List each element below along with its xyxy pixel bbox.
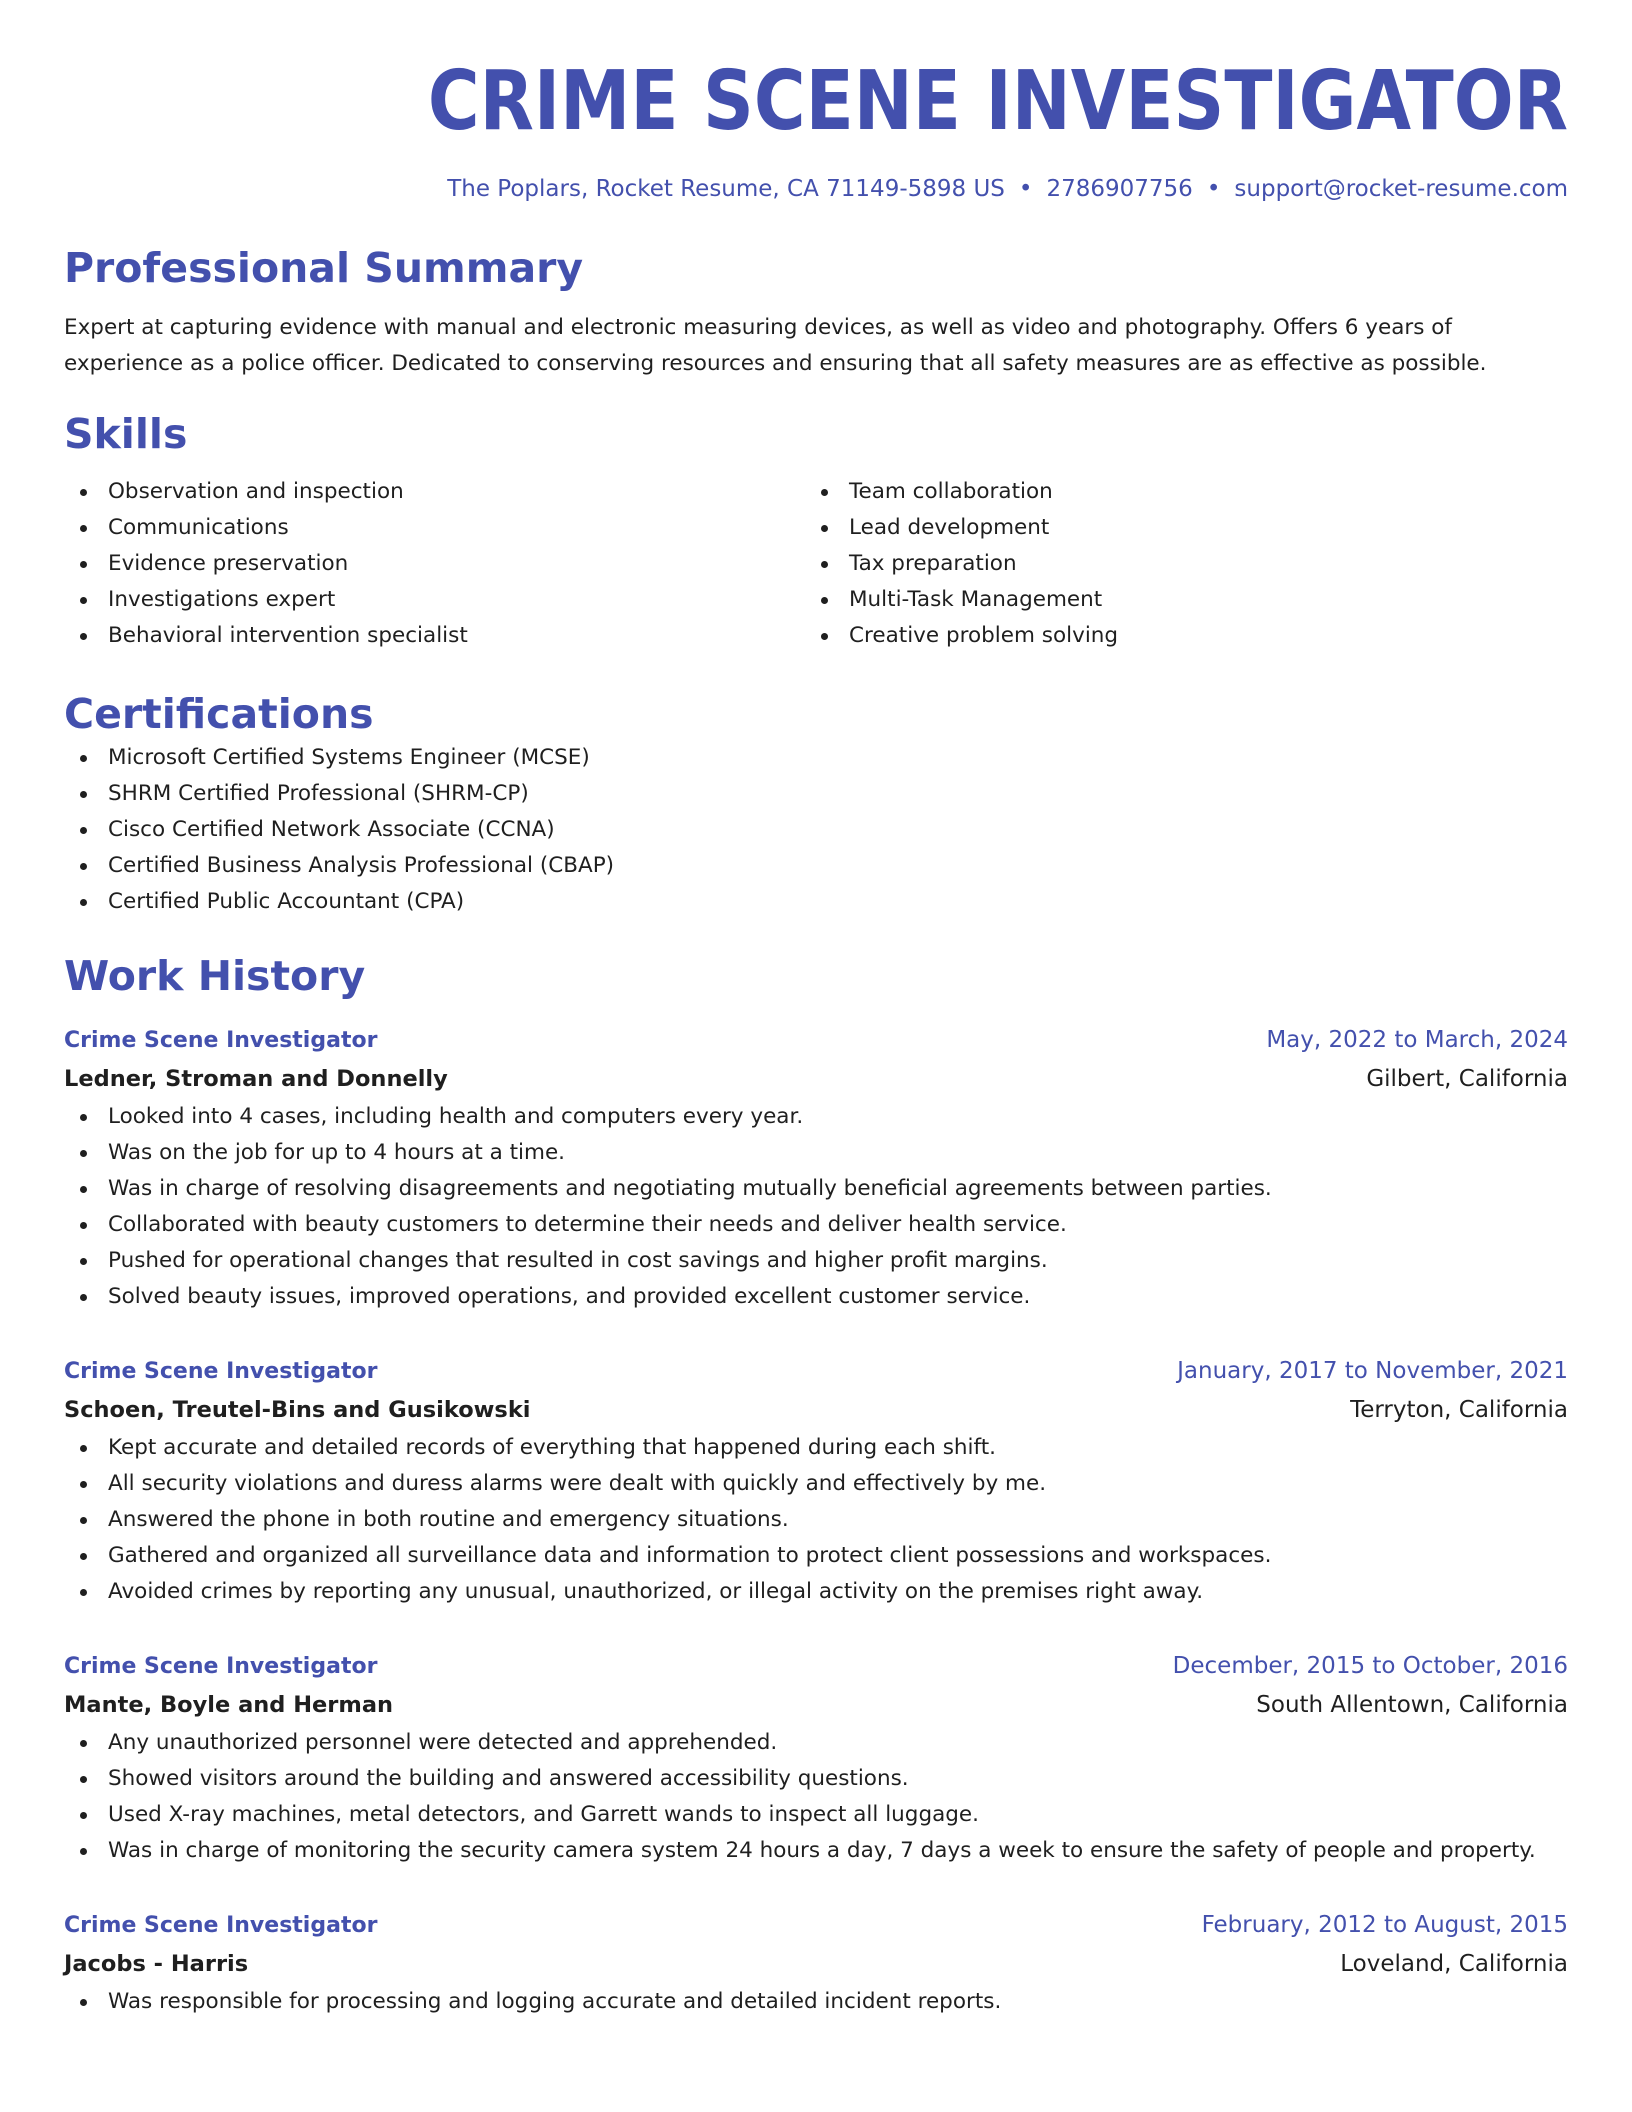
job-duty-item: Used X-ray machines, metal detectors, and Garrett wands to inspect all luggage. — [64, 1797, 1568, 1833]
skill-item: Observation and inspection — [64, 474, 805, 510]
job-title: Crime Scene Investigator — [64, 1654, 378, 1679]
job-dates: May, 2022 to March, 2024 — [1266, 1027, 1568, 1053]
certification-item: Certified Business Analysis Professional (CBAP) — [64, 848, 1568, 884]
job-location: Gilbert, California — [1366, 1066, 1568, 1092]
job-title: Crime Scene Investigator — [64, 1913, 378, 1938]
job-duty-item: Solved beauty issues, improved operations, and provided excellent customer service. — [64, 1279, 1568, 1315]
job-dates: February, 2012 to August, 2015 — [1201, 1912, 1568, 1938]
skill-item: Behavioral intervention specialist — [64, 618, 805, 654]
contact-line — [64, 176, 1568, 202]
job-duty-item: Answered the phone in both routine and emergency situations. — [64, 1502, 1568, 1538]
job-duty-item: Collaborated with beauty customers to determine their needs and deliver health service. — [64, 1207, 1568, 1243]
contact-email[interactable]: support@rocket-resume.com — [1234, 176, 1568, 202]
contact-separator: • — [1206, 176, 1221, 202]
job-duty-item: Pushed for operational changes that resulted in cost savings and higher profit margins. — [64, 1243, 1568, 1279]
skill-item: Evidence preservation — [64, 546, 805, 582]
certification-item: SHRM Certified Professional (SHRM-CP) — [64, 776, 1568, 812]
contact-phone: 2786907756 — [1046, 176, 1193, 202]
job-company: Schoen, Treutel-Bins and Gusikowski — [64, 1397, 531, 1423]
contact-address: The Poplars, Rocket Resume, CA 71149-5898 US — [447, 176, 1005, 202]
skill-item: Tax preparation — [805, 546, 1546, 582]
job-company: Mante, Boyle and Herman — [64, 1692, 394, 1718]
section-title-work-history: Work History — [64, 952, 366, 1000]
certifications-list — [64, 740, 1568, 920]
job-duties — [64, 1430, 1568, 1610]
job-duties — [64, 1099, 1568, 1315]
section-title-summary: Professional Summary — [64, 244, 584, 292]
skills-column-left — [64, 474, 805, 654]
job-entry — [64, 1353, 1568, 1610]
candidate-title: CRIME SCENE INVESTIGATOR — [427, 54, 1568, 149]
skill-item: Investigations expert — [64, 582, 805, 618]
contact-separator: • — [1018, 176, 1033, 202]
job-duty-item: Looked into 4 cases, including health and computers every year. — [64, 1099, 1568, 1135]
job-entry — [64, 1907, 1568, 2020]
skills-column-right — [805, 474, 1546, 654]
job-duty-item: All security violations and duress alarms were dealt with quickly and effectively by me. — [64, 1466, 1568, 1502]
job-title: Crime Scene Investigator — [64, 1359, 378, 1384]
resume-header — [64, 0, 1568, 202]
job-duty-item: Gathered and organized all surveillance data and information to protect client possessions and workspaces. — [64, 1538, 1568, 1574]
certification-item: Cisco Certified Network Associate (CCNA) — [64, 812, 1568, 848]
job-duties — [64, 1984, 1568, 2020]
job-title: Crime Scene Investigator — [64, 1028, 378, 1053]
job-company: Ledner, Stroman and Donnelly — [64, 1066, 448, 1092]
job-location: South Allentown, California — [1256, 1692, 1568, 1718]
job-duty-item: Was in charge of resolving disagreements and negotiating mutually beneficial agreements between parties. — [64, 1171, 1568, 1207]
skill-item: Communications — [64, 510, 805, 546]
job-duty-item: Was on the job for up to 4 hours at a time. — [64, 1135, 1568, 1171]
skills-grid — [64, 474, 1568, 654]
job-entry — [64, 1022, 1568, 1315]
skill-item: Team collaboration — [805, 474, 1546, 510]
job-location: Terryton, California — [1350, 1397, 1568, 1423]
skill-item: Creative problem solving — [805, 618, 1546, 654]
job-duty-item: Kept accurate and detailed records of everything that happened during each shift. — [64, 1430, 1568, 1466]
job-entry — [64, 1648, 1568, 1869]
section-title-skills: Skills — [64, 410, 188, 458]
certification-item: Microsoft Certified Systems Engineer (MCSE) — [64, 740, 1568, 776]
certification-item: Certified Public Accountant (CPA) — [64, 884, 1568, 920]
job-location: Loveland, California — [1340, 1951, 1568, 1977]
job-company: Jacobs - Harris — [64, 1951, 249, 1977]
section-title-certifications: Certifications — [64, 690, 374, 738]
job-duty-item: Avoided crimes by reporting any unusual, unauthorized, or illegal activity on the premises right away. — [64, 1574, 1568, 1610]
job-dates: January, 2017 to November, 2021 — [1177, 1358, 1568, 1384]
job-duties — [64, 1725, 1568, 1869]
skill-item: Multi-Task Management — [805, 582, 1546, 618]
job-dates: December, 2015 to October, 2016 — [1172, 1653, 1568, 1679]
job-duty-item: Was in charge of monitoring the security camera system 24 hours a day, 7 days a week to ensure the safety of people and property. — [64, 1833, 1568, 1869]
skill-item: Lead development — [805, 510, 1546, 546]
summary-text: Expert at capturing evidence with manual and electronic measuring devices, as well as video and photography. Offers 6 years of experience as a police officer. Dedicated to conserving resources and ensuring that all safety measures are as effective as possible. — [64, 315, 1487, 376]
job-duty-item: Showed visitors around the building and answered accessibility questions. — [64, 1761, 1568, 1797]
job-duty-item: Any unauthorized personnel were detected and apprehended. — [64, 1725, 1568, 1761]
job-duty-item: Was responsible for processing and logging accurate and detailed incident reports. — [64, 1984, 1568, 2020]
